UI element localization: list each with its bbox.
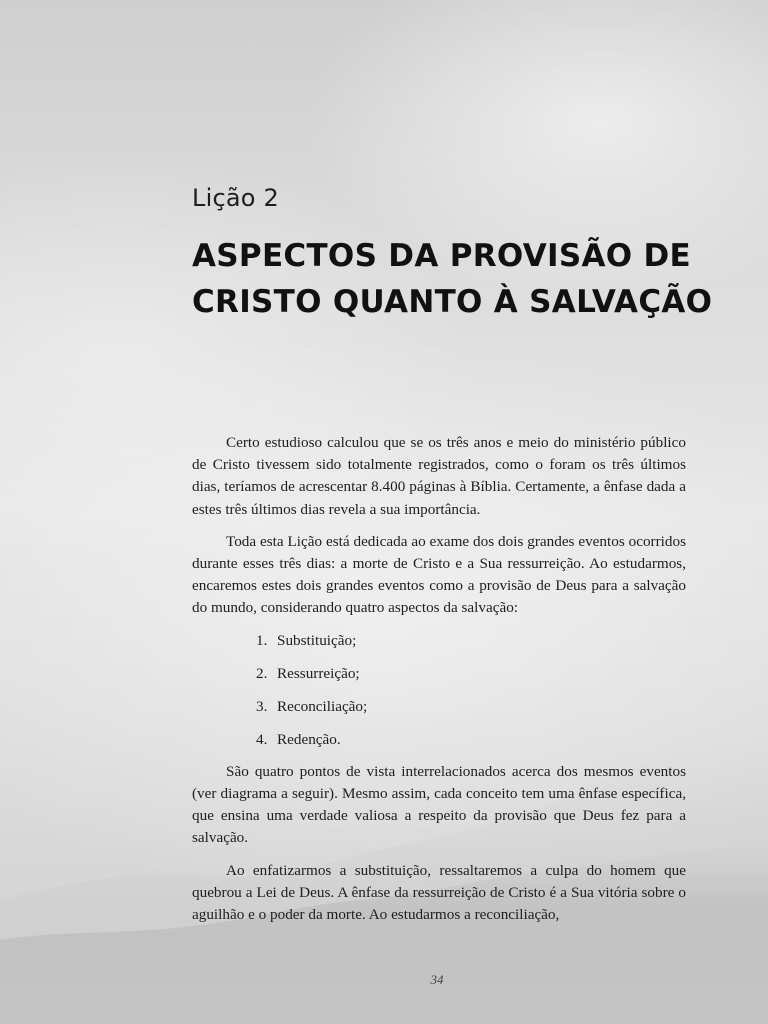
aspects-list bbox=[192, 630, 686, 751]
list-item-number: 2. bbox=[256, 664, 268, 682]
body-text bbox=[192, 432, 686, 936]
list-item bbox=[256, 630, 686, 652]
list-item-text: Ressurreição; bbox=[277, 664, 360, 682]
list-item bbox=[256, 729, 686, 751]
list-item bbox=[256, 663, 686, 685]
list-item-text: Reconciliação; bbox=[277, 697, 368, 715]
list-item-text: Redenção. bbox=[277, 730, 341, 748]
paragraph: Ao enfatizarmos a substituição, ressaltaremos a culpa do homem que quebrou a Lei de Deus. A ênfase da ressurreição de Cristo é a Sua vitória sobre o aguilhão e o poder da morte. Ao estudarmos a reconciliação, bbox=[192, 861, 686, 924]
paragraph: São quatro pontos de vista interrelacionados acerca dos mesmos eventos (ver diagrama a seguir). Mesmo assim, cada conceito tem uma ênfase específica, que ensina uma verdade valiosa a respeito da provisão que Deus fez para a salvação. bbox=[192, 762, 686, 847]
paragraph: Toda esta Lição está dedicada ao exame dos dois grandes eventos ocorridos durante esses três dias: a morte de Cristo e a Sua ressurreição. Ao estudarmos, encaremos estes dois grandes eventos como a provisão de Deus para a salvação do mundo, considerando quatro aspectos da salvação: bbox=[192, 532, 686, 617]
chapter-title-line-1: ASPECTOS DA PROVISÃO DE bbox=[192, 238, 692, 274]
lesson-label: Lição 2 bbox=[192, 184, 279, 212]
page-number: 34 bbox=[430, 972, 444, 987]
paragraph: Certo estudioso calculou que se os três anos e meio do ministério público de Cristo tivessem sido totalmente registrados, como o foram os três últimos dias, teríamos de acrescentar 8.400 páginas à Bíblia. Certamente, a ênfase dada a estes três últimos dias revela a sua importância. bbox=[192, 434, 686, 518]
list-item bbox=[256, 696, 686, 718]
chapter-title-line-2: CRISTO QUANTO À SALVAÇÃO bbox=[192, 284, 713, 320]
list-item-number: 3. bbox=[256, 697, 268, 715]
chapter-title bbox=[192, 233, 712, 325]
list-item-number: 4. bbox=[256, 730, 268, 748]
list-item-number: 1. bbox=[256, 631, 268, 649]
list-item-text: Substituição; bbox=[277, 631, 357, 649]
